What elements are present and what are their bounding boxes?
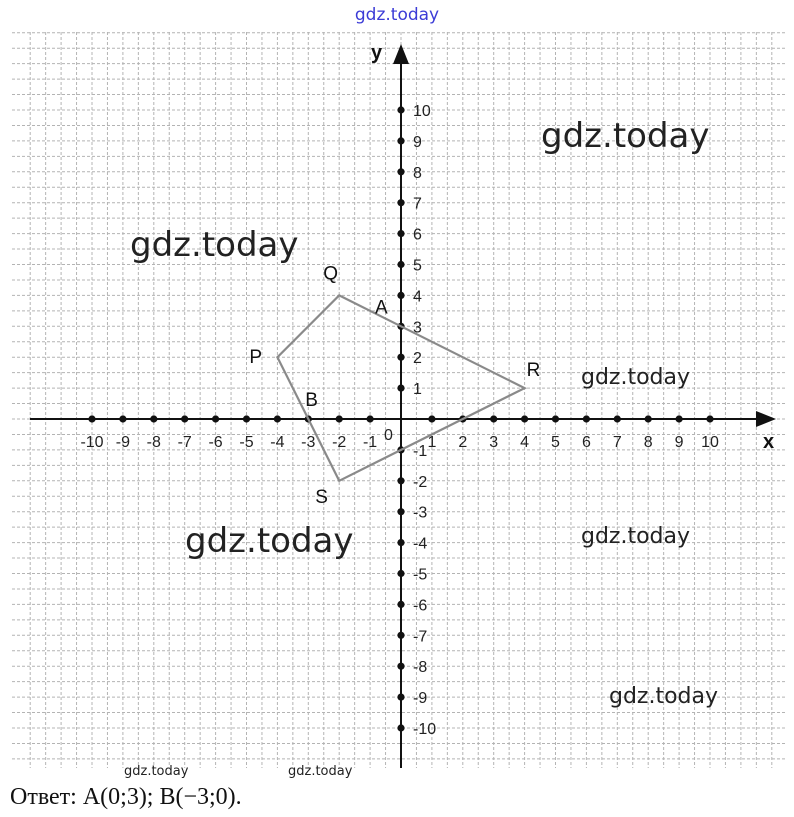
y-tick-label: 10 bbox=[413, 103, 431, 120]
x-tick-label: -9 bbox=[115, 434, 131, 451]
watermark-big-1: gdz.today bbox=[541, 116, 710, 156]
x-tick-label: -7 bbox=[177, 434, 192, 451]
x-tick-label: 6 bbox=[581, 434, 591, 451]
y-tick-label: 3 bbox=[413, 319, 422, 337]
y-tick-label: -2 bbox=[413, 473, 428, 491]
y-tick-dot bbox=[397, 477, 404, 484]
x-tick-dot bbox=[428, 415, 435, 422]
y-tick-label: 8 bbox=[413, 164, 422, 182]
x-tick-dot bbox=[181, 415, 188, 422]
y-tick-label: -10 bbox=[413, 721, 437, 738]
y-tick-dot bbox=[397, 137, 404, 144]
y-tick-dot bbox=[397, 385, 404, 392]
y-tick-dot bbox=[397, 168, 404, 175]
point-label-b: B bbox=[305, 390, 318, 411]
y-tick-label: -5 bbox=[413, 566, 428, 584]
x-tick-dot bbox=[274, 415, 281, 422]
point-label-p: P bbox=[249, 347, 263, 369]
watermark-small-2: gdz.today bbox=[288, 764, 353, 779]
y-tick-dot bbox=[397, 292, 404, 299]
y-tick-dot bbox=[397, 106, 404, 113]
y-tick-label: -3 bbox=[413, 504, 428, 522]
y-tick-dot bbox=[397, 663, 404, 670]
y-tick-dot bbox=[397, 601, 404, 608]
point-label-s: S bbox=[315, 486, 328, 508]
x-tick-dot bbox=[676, 415, 683, 422]
y-tick-label: 1 bbox=[413, 381, 422, 399]
y-tick-label: -9 bbox=[413, 690, 428, 708]
x-tick-dot bbox=[88, 415, 95, 422]
y-tick-dot bbox=[397, 724, 404, 731]
x-tick-label: -2 bbox=[332, 434, 347, 451]
y-tick-label: 4 bbox=[413, 288, 422, 306]
y-tick-label: 9 bbox=[413, 133, 422, 151]
x-tick-label: 8 bbox=[643, 434, 653, 451]
watermark-top: gdz.today bbox=[354, 5, 440, 25]
x-tick-label: -10 bbox=[80, 434, 104, 451]
y-tick-label: 2 bbox=[413, 350, 422, 368]
x-tick-dot bbox=[336, 415, 343, 422]
watermark-mid-2: gdz.today bbox=[581, 524, 691, 549]
y-tick-dot bbox=[397, 694, 404, 701]
x-tick-dot bbox=[490, 415, 497, 422]
x-tick-label: -1 bbox=[362, 434, 378, 451]
x-tick-label: 4 bbox=[520, 434, 530, 451]
x-axis-name: x bbox=[763, 431, 775, 453]
y-tick-dot bbox=[397, 354, 404, 361]
x-tick-label: 9 bbox=[674, 434, 684, 451]
watermark-mid-3: gdz.today bbox=[609, 684, 719, 709]
origin-label: 0 bbox=[384, 427, 393, 444]
y-tick-label: -6 bbox=[413, 597, 428, 615]
x-tick-dot bbox=[243, 415, 250, 422]
y-tick-dot bbox=[397, 230, 404, 237]
x-tick-label: -5 bbox=[239, 434, 254, 451]
x-tick-label: 2 bbox=[458, 434, 468, 451]
watermark-mid-1: gdz.today bbox=[581, 365, 691, 390]
x-tick-dot bbox=[706, 415, 713, 422]
y-tick-dot bbox=[397, 199, 404, 206]
point-label-r: R bbox=[526, 360, 541, 382]
y-axis-name: y bbox=[371, 42, 383, 64]
x-tick-dot bbox=[645, 415, 652, 422]
x-tick-dot bbox=[150, 415, 157, 422]
x-tick-dot bbox=[521, 415, 528, 422]
x-tick-dot bbox=[552, 415, 559, 422]
y-tick-label: 5 bbox=[413, 257, 422, 275]
x-tick-label: -4 bbox=[270, 434, 285, 451]
answer-text: Ответ: A(0;3); B(−3;0). bbox=[10, 784, 242, 810]
point-label-a: A bbox=[375, 297, 388, 319]
x-tick-label: -6 bbox=[208, 434, 223, 451]
y-tick-label: -7 bbox=[413, 628, 428, 646]
x-tick-label: -3 bbox=[301, 434, 316, 451]
watermark-small-1: gdz.today bbox=[124, 764, 189, 779]
y-tick-label: -4 bbox=[413, 535, 428, 553]
x-tick-dot bbox=[212, 415, 219, 422]
y-tick-dot bbox=[397, 539, 404, 546]
y-tick-label: 6 bbox=[413, 226, 422, 244]
x-tick-dot bbox=[367, 415, 374, 422]
x-tick-label: 7 bbox=[612, 434, 622, 451]
watermark-big-3: gdz.today bbox=[185, 521, 354, 561]
y-tick-label: -1 bbox=[413, 442, 428, 460]
y-tick-dot bbox=[397, 632, 404, 639]
x-tick-label: 1 bbox=[427, 434, 437, 451]
x-tick-label: -8 bbox=[146, 434, 161, 451]
point-label-q: Q bbox=[323, 263, 338, 285]
watermark-big-2: gdz.today bbox=[130, 225, 299, 265]
x-tick-dot bbox=[119, 415, 126, 422]
x-tick-label: 10 bbox=[701, 434, 719, 451]
y-tick-label: 7 bbox=[413, 195, 422, 213]
x-tick-label: 5 bbox=[551, 434, 560, 451]
y-tick-dot bbox=[397, 261, 404, 268]
x-tick-dot bbox=[614, 415, 621, 422]
y-tick-label: -8 bbox=[413, 659, 428, 677]
x-tick-dot bbox=[583, 415, 590, 422]
x-tick-label: 3 bbox=[489, 434, 499, 451]
y-tick-dot bbox=[397, 570, 404, 577]
y-tick-dot bbox=[397, 508, 404, 515]
